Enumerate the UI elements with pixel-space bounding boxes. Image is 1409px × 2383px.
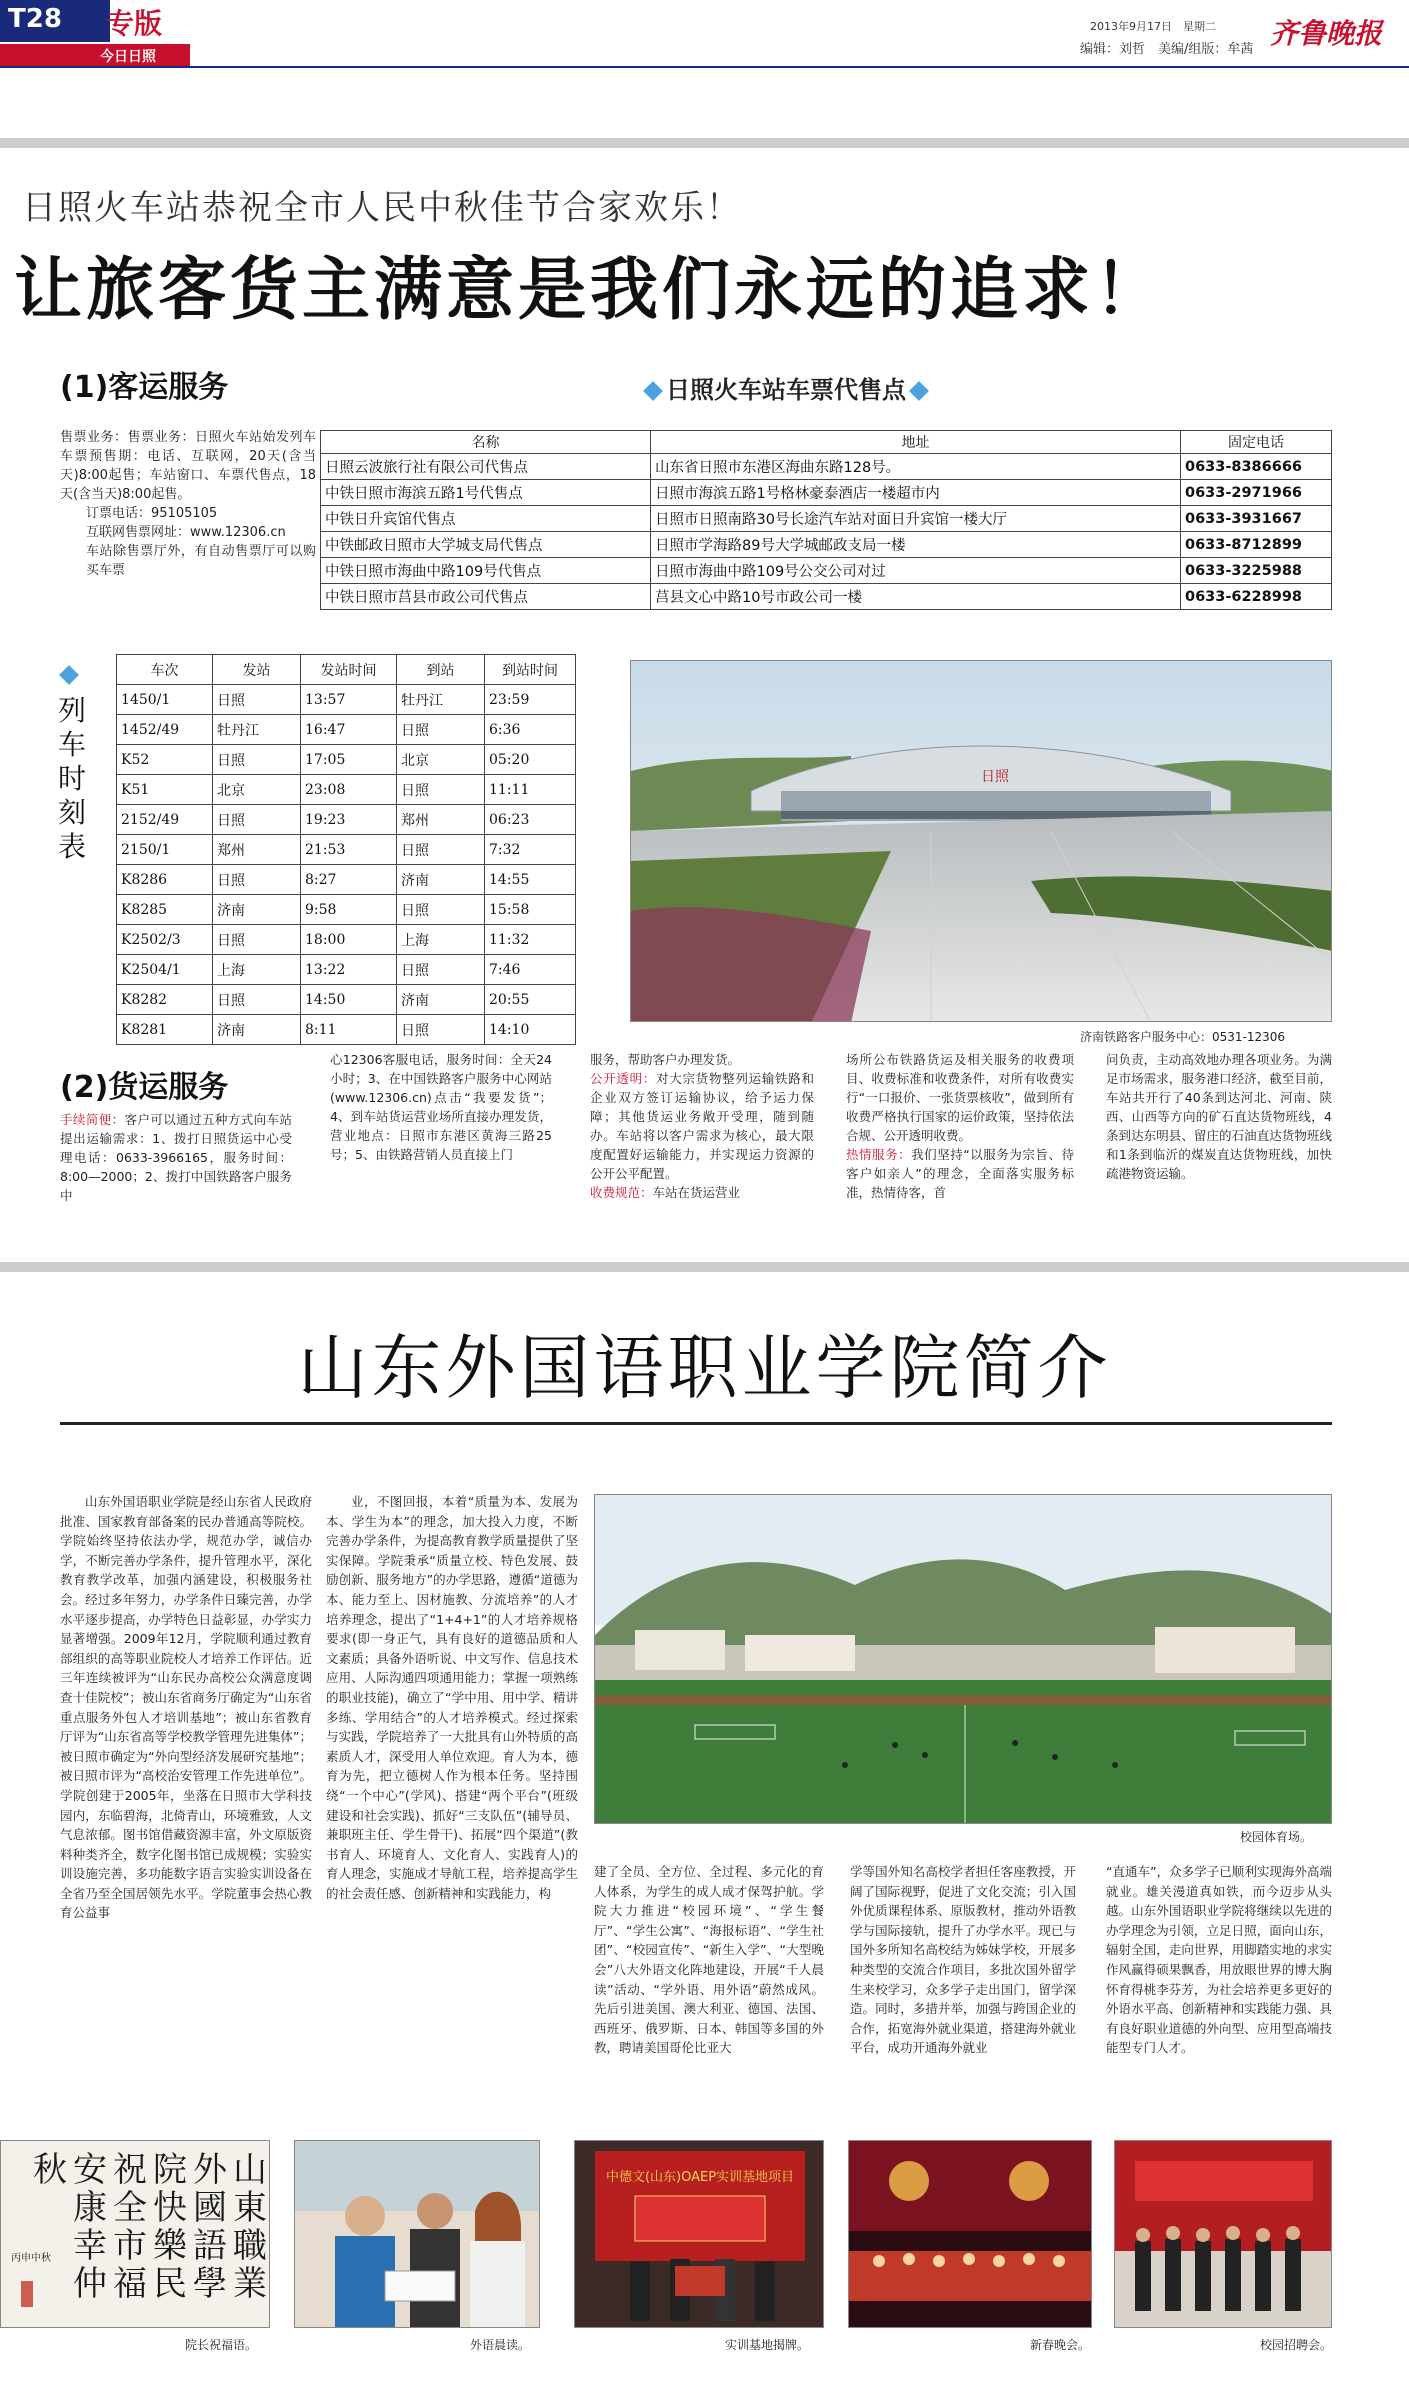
train-timetable	[116, 654, 576, 1045]
col-header-train: 车次	[117, 655, 213, 685]
arrival-time: 23:59	[485, 685, 576, 715]
freight-lead-open: 公开透明：	[590, 1071, 657, 1086]
freight-col-5: 问负责，主动高效地办理各项业务。为满足市场需求，服务港口经济，截至目前，车站共开行了40条到达河北、河南、陕西、山西等方向的矿石直达货物班线，4条到达东明县、留庄的石油直达货物班线和1条到临沂的煤炭直达货物班线，加快疏港物资运输。	[1106, 1052, 1332, 1181]
freight-service-title: (2)货运服务	[60, 1070, 229, 1105]
arrival-time: 20:55	[485, 985, 576, 1015]
college-col-1: 山东外国语职业学院是经山东省人民政府批准、国家教育部备案的民办普通高等院校。学院始终坚持依法办学，规范办学，诚信办学，不断完善办学条件，提升管理水平，深化教育教学改革，加强内涵建设，积极服务社会。经过多年努力，办学条件日臻完善，办学水平逐步提高，办学特色日益彰显，办学实力显著增强。2009年12月，学院顺利通过教育部组织的高等职业院校人才培养工作评估。近三年连续被评为“山东民办高校公众满意度调查十佳院校”；被山东省商务厅确定为“山东省重点服务外包人才培训基地”；被山东省教育厅评为“山东省高等学校教学管理先进集体”；被日照市确定为“外向型经济发展研究基地”；被日照市评为“高校治安管理工作先进单位”。学院创建于2005年，坐落在日照市大学科技园内，东临碧海，北倚青山，环境雅致，人文气息浓郁。图书馆借藏资源丰富，外文原版资料种类齐全，数字化图书馆已成规模；实验实训设施完善，多功能数字语言实验实训设备在全省乃至全国居领先水平。学院董事会热心教育公益事	[60, 1494, 312, 1921]
timetable-label-text: 列车时刻表	[58, 694, 87, 863]
station-photo	[630, 660, 1332, 1022]
outlet-phone: 0633-3225988	[1181, 558, 1332, 584]
subsection-label: 今日日照	[0, 44, 190, 66]
departure-time: 18:00	[301, 925, 397, 955]
freight-col-3	[590, 1050, 814, 1202]
calligraphy-char: 國	[193, 2188, 227, 2228]
calligraphy-char: 院	[153, 2150, 187, 2190]
table-row	[117, 865, 576, 895]
photo-caption-5: 校园招聘会。	[1260, 2338, 1333, 2352]
newspaper-logo: 齐鲁晚报	[1270, 17, 1383, 50]
outlet-phone: 0633-8386666	[1181, 454, 1332, 480]
table-row	[321, 584, 1332, 610]
arrival-station: 日照	[397, 775, 485, 805]
college-col-5: “直通车”，众多学子已顺利实现海外高端就业。雄关漫道真如铁，而今迈步从头越。山东外国语职业学院将继续以先进的办学理念为引领，立足日照，面向山东，辐射全国，走向世界，用脚踏实地的求实作风赢得硕果飘香，用放眼世界的博大胸怀育得桃李芬芳，为社会培养更多更好的外语水平高、创新精神和实践能力强、具有良好职业道德的外向型、应用型高端技能型专门人才。	[1106, 1864, 1332, 2056]
arrival-time: 7:32	[485, 835, 576, 865]
train-number: 2152/49	[117, 805, 213, 835]
departure-station: 上海	[213, 955, 301, 985]
freight-col-3-b: 对大宗货物整列运输铁路和企业双方签订运输协议，给予运力保障；其他货运业务敞开受理，随到随办。车站将以客户需求为核心，最大限度配置好运输能力，并实现运力资源的公开公平配置。	[590, 1071, 814, 1181]
college-col-4: 学等国外知名高校学者担任客座教授，开阔了国际视野，促进了文化交流；引入国外优质课程体系、原版教材，推动外语教学与国际接轨，提升了办学水平。现已与国外多所知名高校结为姊妹学校，开展多种类型的交流合作项目，多批次国外留学生来校学习，众多学子走出国门，留学深造。同时，多措并举，加强与跨国企业的合作，拓宽海外就业渠道，搭建海外就业平台，成功开通海外就业	[850, 1864, 1076, 2056]
col-header-address: 地址	[651, 431, 1181, 454]
departure-time: 13:22	[301, 955, 397, 985]
top-gray-bar	[0, 138, 1409, 148]
gala-illustration	[849, 2141, 1092, 2328]
morning-reading-photo	[294, 2140, 540, 2328]
station-illustration	[631, 661, 1332, 1022]
outlet-phone: 0633-3931667	[1181, 506, 1332, 532]
calligraphy-char: 山	[233, 2150, 267, 2190]
calligraphy-char: 快	[153, 2188, 187, 2228]
outlet-name: 中铁日照市海曲中路109号代售点	[321, 558, 651, 584]
header-rule	[0, 66, 1409, 68]
departure-station: 日照	[213, 865, 301, 895]
arrival-time: 11:11	[485, 775, 576, 805]
train-number: K52	[117, 745, 213, 775]
departure-station: 日照	[213, 925, 301, 955]
departure-time: 8:27	[301, 865, 397, 895]
departure-station: 济南	[213, 1015, 301, 1045]
arrival-station: 日照	[397, 895, 485, 925]
campus-job-fair-photo	[1114, 2140, 1332, 2328]
diamond-icon	[909, 381, 929, 401]
photo-caption-2: 外语晨读。	[470, 2338, 531, 2352]
training-base-illustration	[575, 2141, 824, 2328]
presale-rules: 售票业务：售票业务：日照火车站始发列车车票预售期：电话、互联网，20天(含当天)8:00起售；车站窗口、车票代售点，18天(含当天)8:00起售。	[60, 430, 316, 502]
arrival-station: 上海	[397, 925, 485, 955]
arrival-time: 14:10	[485, 1015, 576, 1045]
train-number: K51	[117, 775, 213, 805]
calligraphy-char: 福	[113, 2264, 147, 2304]
table-row	[321, 558, 1332, 584]
table-row	[117, 715, 576, 745]
ticket-outlets-table	[320, 430, 1332, 610]
college-headline: 山东外国语职业学院简介	[297, 1327, 1112, 1409]
departure-time: 19:23	[301, 805, 397, 835]
passenger-service-text	[60, 428, 316, 580]
ad-greeting: 日照火车站恭祝全市人民中秋佳节合家欢乐！	[22, 188, 742, 228]
departure-station: 济南	[213, 895, 301, 925]
college-col-2: 业，不图回报，本着“质量为本、发展为本、学生为本”的理念，加大投入力度，不断完善办学条件，为提高教育教学质量提供了坚实保障。学院秉承“质量立校、特色发展、鼓励创新、服务地方”的办学思路，遵循“道德为本、能力至上、因材施教、分流培养”的人才培养理念，提出了“1+4+1”的人才培养规格要求(即一身正气，具有良好的道德品质和人文素质；具备外语听说、中文写作、信息技术应用、人际沟通四项通用能力；掌握一项熟练的职业技能)，确立了“学中用、用中学、精讲多练、学用结合”的人才培养模式。经过探索与实践，学院培养了一大批具有山外特质的高素质人才，深受用人单位欢迎。育人为本，德育为先，把立德树人作为根本任务。坚持围绕“一个中心”(学风)、搭建“两个平台”(班级建设和社会实践)、抓好“三支队伍”(辅导员、兼职班主任、学生骨干)、拓展“四个渠道”(教书育人、环境育人、文化育人、实践育人)的育人理念，实施成才导航工程，培养提高学生的社会责任感、创新精神和实践能力，构	[326, 1494, 578, 1901]
freight-col-4-a: 场所公布铁路货运及相关服务的收费项目、收费标准和收费条件，对所有收费实行“一口报价、一张货票核收”，做到所有收费严格执行国家的运价政策，坚持依法合规、公开透明收费。	[846, 1052, 1074, 1143]
arrival-time: 06:23	[485, 805, 576, 835]
departure-time: 23:08	[301, 775, 397, 805]
arrival-station: 北京	[397, 745, 485, 775]
train-number: 1452/49	[117, 715, 213, 745]
outlet-address: 日照市海滨五路1号格林豪泰酒店一楼超市内	[651, 480, 1181, 506]
arrival-station: 济南	[397, 985, 485, 1015]
table-row	[117, 835, 576, 865]
departure-time: 9:58	[301, 895, 397, 925]
arrival-station: 济南	[397, 865, 485, 895]
arrival-station: 日照	[397, 1015, 485, 1045]
sports-field-photo	[594, 1494, 1332, 1824]
departure-station: 郑州	[213, 835, 301, 865]
freight-col-4	[846, 1050, 1074, 1202]
departure-station: 日照	[213, 985, 301, 1015]
college-col-3: 建了全员、全方位、全过程、多元化的育人体系，为学生的成人成才保驾护航。学院大力推进“校园环境”、“学生餐厅”、“学生公寓”、“海报标语”、“学生社团”、“校园宣传”、“新生入学”、“大型晚会”八大外语文化阵地建设，开展“千人晨读”活动、“学外语、用外语”蔚然成风。先后引进美国、澳大利亚、德国、法国、西班牙、俄罗斯、日本、韩国等多国的外教，聘请美国哥伦比亚大	[594, 1864, 824, 2056]
calligraphy-char: 民	[153, 2264, 187, 2304]
ticket-outlets-title	[640, 370, 932, 405]
auto-ticket-note: 车站除售票厅外，有自动售票厅可以购买车票	[86, 544, 316, 578]
banner-text: 中德文(山东)OAEP实训基地项目	[605, 2170, 795, 2185]
table-row	[117, 895, 576, 925]
calligraphy-char: 祝	[113, 2150, 147, 2190]
service-center-caption: 济南铁路客户服务中心：0531-12306	[1080, 1030, 1286, 1044]
train-number: K8286	[117, 865, 213, 895]
calligraphy-char: 全	[113, 2188, 147, 2228]
college-rule	[60, 1422, 1332, 1425]
outlet-address: 日照市日照南路30号长途汽车站对面日升宾馆一楼大厅	[651, 506, 1181, 532]
table-row	[321, 480, 1332, 506]
col-header-depart: 发站时间	[301, 655, 397, 685]
calligraphy-char: 秋	[33, 2150, 67, 2190]
arrival-time: 6:36	[485, 715, 576, 745]
col-header-phone: 固定电话	[1181, 431, 1332, 454]
photo-caption-4: 新春晚会。	[1030, 2338, 1091, 2352]
outlet-name: 中铁日照市莒县市政公司代售点	[321, 584, 651, 610]
train-number: K8285	[117, 895, 213, 925]
issue-date: 2013年9月17日 星期二	[1090, 20, 1216, 33]
editors-line: 编辑：刘哲 美编/组版：牟茜	[1080, 42, 1254, 57]
col-header-to: 到站	[397, 655, 485, 685]
ad-headline: 让旅客货主满意是我们永远的追求！	[14, 251, 1167, 330]
table-row	[117, 985, 576, 1015]
freight-lead-service: 热情服务：	[846, 1147, 912, 1162]
arrival-station: 日照	[397, 715, 485, 745]
outlet-address: 日照市学海路89号大学城邮政支局一楼	[651, 532, 1181, 558]
departure-time: 8:11	[301, 1015, 397, 1045]
freight-lead-simple: 手续简便：	[60, 1112, 125, 1127]
col-header-arrive: 到站时间	[485, 655, 576, 685]
outlet-name: 中铁邮政日照市大学城支局代售点	[321, 532, 651, 558]
train-number: 1450/1	[117, 685, 213, 715]
calligraphy-char: 安	[73, 2150, 107, 2190]
freight-col-1	[60, 1110, 292, 1205]
booking-website: 互联网售票网址：www.12306.cn	[86, 525, 286, 540]
departure-station: 北京	[213, 775, 301, 805]
calligraphy-char: 業	[233, 2264, 267, 2304]
calligraphy-illustration	[1, 2141, 270, 2328]
outlet-name: 日照云波旅行社有限公司代售点	[321, 454, 651, 480]
arrival-station: 日照	[397, 955, 485, 985]
outlet-address: 山东省日照市东港区海曲东路128号。	[651, 454, 1181, 480]
freight-col-2: 心12306客服电话，服务时间：全天24小时；3、在中国铁路客户服务中心网站(www.12306.cn)点击“我要发货”；4、到车站货运营业场所直接办理发货，营业地点：日照市东港区黄海三路25号；5、由铁路营销人员直接上门	[330, 1052, 552, 1162]
table-row	[117, 1015, 576, 1045]
outlet-name: 中铁日升宾馆代售点	[321, 506, 651, 532]
page-number-text: T28	[8, 4, 62, 34]
table-row	[117, 745, 576, 775]
departure-station: 日照	[213, 745, 301, 775]
table-row	[117, 805, 576, 835]
table-row	[117, 685, 576, 715]
calligraphy-char: 康	[73, 2188, 107, 2228]
departure-station: 日照	[213, 805, 301, 835]
train-number: K2504/1	[117, 955, 213, 985]
departure-station: 牡丹江	[213, 715, 301, 745]
train-number: K8281	[117, 1015, 213, 1045]
ticket-outlets-title-text: 日照火车站车票代售点	[666, 376, 906, 404]
diamond-icon	[59, 665, 79, 685]
reading-illustration	[295, 2141, 540, 2328]
arrival-time: 05:20	[485, 745, 576, 775]
outlet-phone: 0633-8712899	[1181, 532, 1332, 558]
table-header-row	[321, 431, 1332, 454]
calligraphy-char: 外	[193, 2150, 227, 2190]
train-number: K8282	[117, 985, 213, 1015]
calligraphy-photo	[0, 2140, 270, 2328]
arrival-station: 牡丹江	[397, 685, 485, 715]
arrival-time: 7:46	[485, 955, 576, 985]
departure-time: 16:47	[301, 715, 397, 745]
calligraphy-char: 仲	[73, 2264, 107, 2304]
calligraphy-seal-text: 丙申中秋	[11, 2253, 51, 2264]
calligraphy-char: 職	[233, 2226, 267, 2266]
outlet-name: 中铁日照市海滨五路1号代售点	[321, 480, 651, 506]
freight-col-1-text: 客户可以通过五种方式向车站提出运输需求：1、拨打日照货运中心受理电话：0633-3966165，服务时间：8:00—2000；2、拨打中国铁路客户服务中	[60, 1112, 292, 1203]
timetable-label	[58, 660, 88, 864]
departure-time: 13:57	[301, 685, 397, 715]
photo-caption-3: 实训基地揭牌。	[725, 2338, 810, 2352]
table-row	[117, 955, 576, 985]
passenger-service-title: (1)客运服务	[60, 370, 229, 405]
new-year-gala-photo	[848, 2140, 1092, 2328]
train-number: K2502/3	[117, 925, 213, 955]
calligraphy-char: 東	[233, 2188, 267, 2228]
arrival-time: 11:32	[485, 925, 576, 955]
outlet-address: 日照市海曲中路109号公交公司对过	[651, 558, 1181, 584]
freight-lead-fees: 收费规范：	[590, 1185, 653, 1200]
table-row	[117, 775, 576, 805]
col-header-from: 发站	[213, 655, 301, 685]
table-row	[321, 506, 1332, 532]
arrival-time: 14:55	[485, 865, 576, 895]
mid-gray-bar	[0, 1262, 1409, 1272]
section-title: 专版	[106, 7, 163, 40]
freight-col-3-a: 服务，帮助客户办理发货。	[590, 1052, 741, 1067]
train-number: 2150/1	[117, 835, 213, 865]
calligraphy-char: 語	[193, 2226, 227, 2266]
table-row	[117, 925, 576, 955]
training-base-photo	[574, 2140, 824, 2328]
calligraphy-char: 學	[193, 2264, 227, 2304]
field-caption: 校园体育场。	[1240, 1830, 1313, 1844]
sports-field-illustration	[595, 1495, 1332, 1824]
col-header-name: 名称	[321, 431, 651, 454]
outlet-phone: 0633-6228998	[1181, 584, 1332, 610]
calligraphy-char: 市	[113, 2226, 147, 2266]
freight-col-4-b: 我们坚持“以服务为宗旨、待客户如亲人”的理念，全面落实服务标准，热情待客，首	[846, 1147, 1074, 1200]
outlet-address: 莒县文心中路10号市政公司一楼	[651, 584, 1181, 610]
calligraphy-char: 幸	[73, 2226, 107, 2266]
calligraphy-char: 樂	[153, 2226, 187, 2266]
arrival-station: 郑州	[397, 805, 485, 835]
job-fair-illustration	[1115, 2141, 1332, 2328]
departure-time: 17:05	[301, 745, 397, 775]
table-row	[321, 532, 1332, 558]
table-row	[321, 454, 1332, 480]
outlet-phone: 0633-2971966	[1181, 480, 1332, 506]
arrival-time: 15:58	[485, 895, 576, 925]
table-header-row	[117, 655, 576, 685]
freight-col-3-c: 车站在货运营业	[652, 1185, 741, 1200]
arrival-station: 日照	[397, 835, 485, 865]
station-sign: 日照	[981, 769, 1009, 785]
departure-time: 21:53	[301, 835, 397, 865]
departure-station: 日照	[213, 685, 301, 715]
booking-phone: 订票电话：95105105	[86, 506, 218, 521]
departure-time: 14:50	[301, 985, 397, 1015]
photo-caption-1: 院长祝福语。	[185, 2338, 258, 2352]
diamond-icon	[643, 381, 663, 401]
page-number	[0, 0, 110, 42]
